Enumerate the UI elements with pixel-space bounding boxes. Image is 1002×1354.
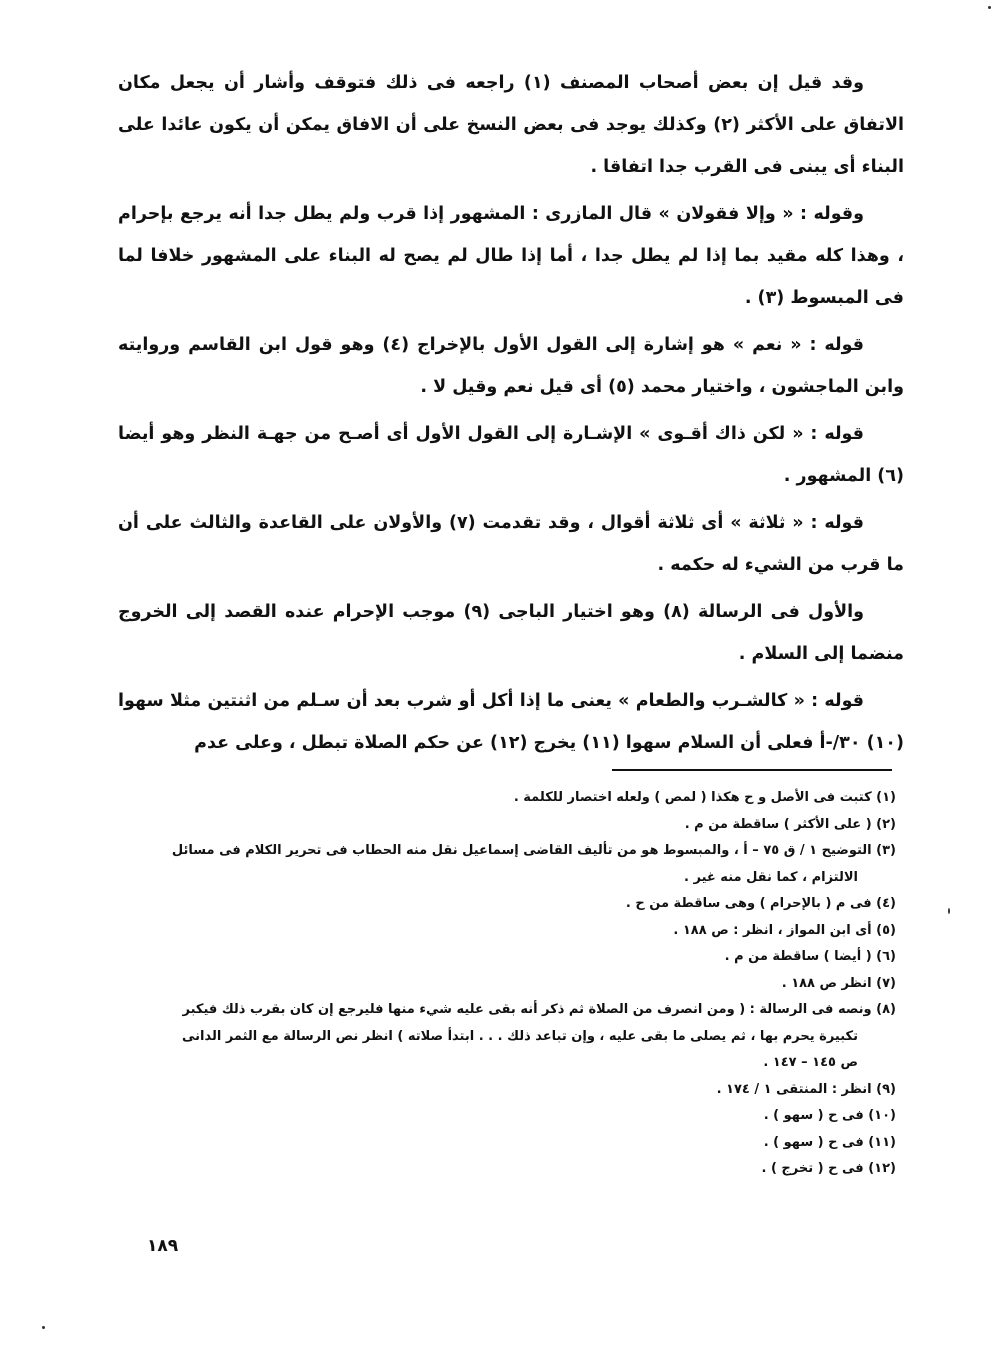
footnote-5: (٥) أى ابن المواز ، انظر : ص ١٨٨ . bbox=[673, 922, 896, 938]
paragraph: والأول فى الرسالة (٨) وهو اختيار الباجى (٩) موجب الإحرام عنده القصد إلى الخروج منضما إلى السلام . bbox=[118, 602, 904, 664]
scan-speck bbox=[948, 908, 950, 914]
paragraph: قوله : « كالشـرب والطعام » يعنى ما إذا أكل أو شرب بعد أن سـلم من اثنتين مثلا سهوا (١٠) ٣٠/-أ فعلى أن السلام سهوا (١١) يخرج (١٢) عن حكم الصلاة تبطل ، وعلى عدم bbox=[118, 691, 904, 753]
footnote-separator bbox=[612, 769, 892, 771]
footnote-8-continuation: ص ١٤٥ – ١٤٧ . bbox=[763, 1055, 858, 1070]
footnote-4: (٤) فى م ( بالإحرام ) وهى ساقطة من ح . bbox=[625, 896, 896, 911]
footnote-3: (٣) التوضيح ١ / ق ٧٥ – أ ، والمبسوط هو من تأليف القاضى إسماعيل نقل منه الحطاب فى تحرير الكلام فى مسائل bbox=[171, 843, 896, 858]
paragraph: وقوله : « وإلا فقولان » قال المازرى : المشهور إذا قرب ولم يطل جدا أنه يرجع بإحرام ، وهذا كله مقيد بما إذا لم يطل جدا ، أما إذا طال لم يصح له البناء على المشهور خلافا لما فى المبسوط (٣) . bbox=[118, 204, 904, 308]
footnote-10: (١٠) فى ح ( سهو ) . bbox=[763, 1108, 896, 1123]
scan-speck bbox=[42, 1326, 45, 1329]
footnote-3-continuation: الالتزام ، كما نقل منه غير . bbox=[684, 869, 858, 885]
footnote-7: (٧) انظر ص ١٨٨ . bbox=[781, 975, 896, 991]
paragraph: قوله : « نعم » هو إشارة إلى القول الأول بالإخراج (٤) وهو قول ابن القاسم وروايته وابن الماجشون ، واختيار محمد (٥) أى قيل نعم وقيل لا . bbox=[118, 335, 904, 397]
footnote-8-continuation: تكبيرة يحرم بها ، ثم يصلى ما بقى عليه ، وإن تباعد ذلك . . . ابتدأ صلاته ) انظر نص الرسالة مع الثمر الدانى bbox=[181, 1028, 858, 1044]
footnote-11: (١١) فى ح ( سهو ) . bbox=[763, 1134, 896, 1150]
footnote-2: (٢) ( على الأكثر ) ساقطة من م . bbox=[684, 816, 896, 832]
paragraph: قوله : « ثلاثة » أى ثلاثة أقوال ، وقد تقدمت (٧) والأولان على القاعدة والثالث على أن ما قرب من الشيء له حكمه . bbox=[118, 513, 904, 575]
scan-speck bbox=[988, 6, 991, 9]
main-text bbox=[118, 62, 904, 769]
footnotes bbox=[118, 785, 904, 1183]
paragraph: قوله : « لكن ذاك أقـوى » الإشـارة إلى القول الأول أى أصـح من جهـة النظر وهو أيضا (٦) المشهور . bbox=[118, 424, 904, 486]
footnote-9: (٩) انظر : المنتقى ١ / ١٧٤ . bbox=[716, 1081, 896, 1097]
footnote-6: (٦) ( أيضا ) ساقطة من م . bbox=[724, 949, 896, 964]
footnote-1: (١) كتبت فى الأصل و ح هكذا ( لمص ) ولعله اختصار للكلمة . bbox=[513, 790, 896, 805]
paragraph: وقد قيل إن بعض أصحاب المصنف (١) راجعه فى ذلك فتوقف وأشار أن يجعل مكان الاتفاق على الأكثر (٢) وكذلك يوجد فى بعض النسخ على أن الافاق يمكن أن يكون عائدا على البناء أى يبنى فى القرب جدا اتفاقا . bbox=[118, 73, 904, 177]
footnote-12: (١٢) فى ح ( تخرج ) . bbox=[761, 1161, 896, 1176]
footnote-8: (٨) ونصه فى الرسالة : ( ومن انصرف من الصلاة ثم ذكر أنه بقى عليه شيء منها فليرجع إن كان بقرب ذلك فيكبر bbox=[182, 1002, 896, 1017]
page-number: ١٨٩ bbox=[147, 1236, 179, 1256]
